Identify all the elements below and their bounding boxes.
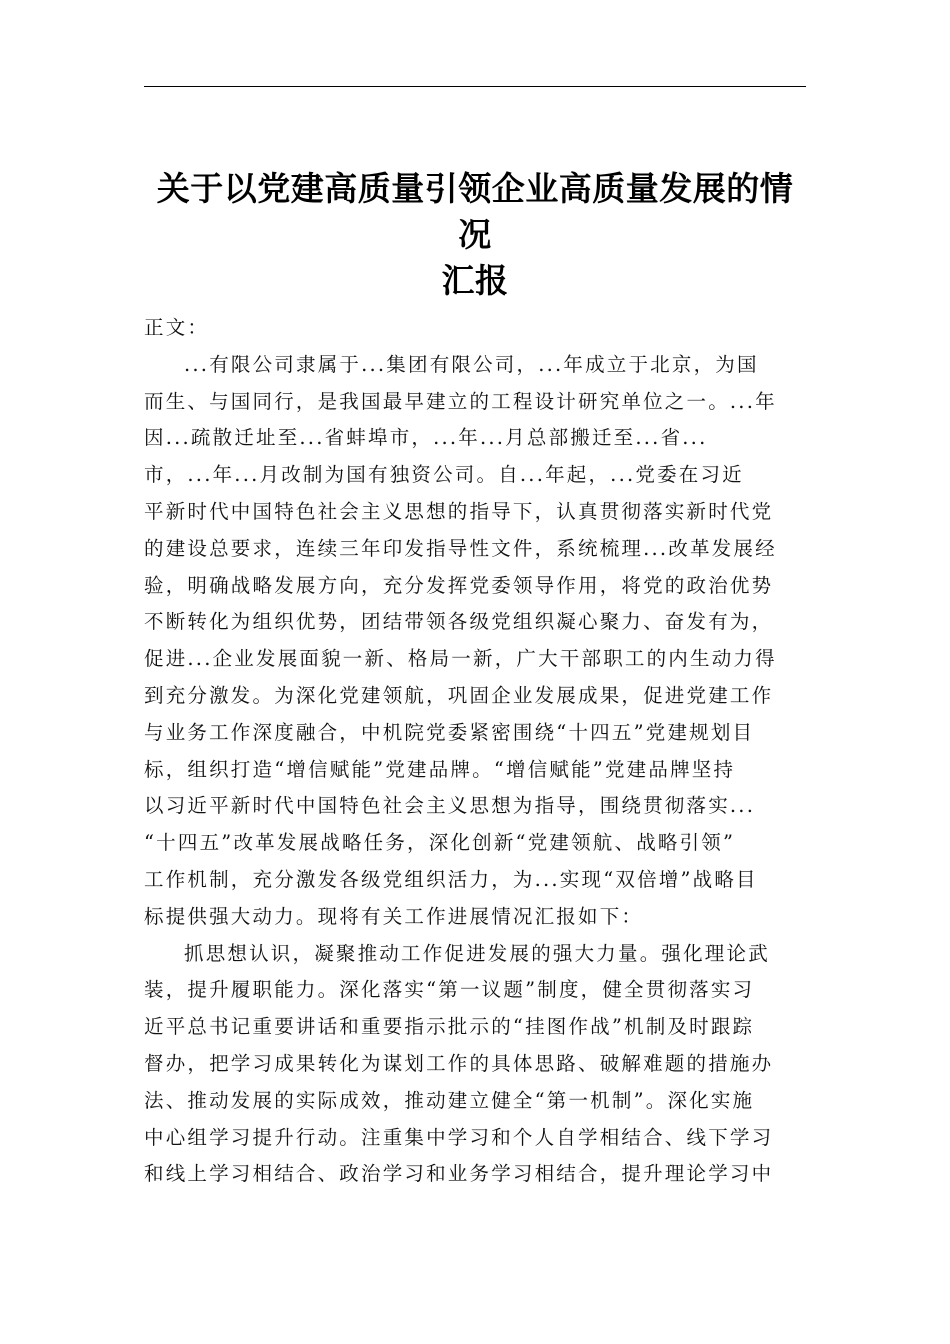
paragraph-line: 而生、与国同行，是我国最早建立的工程设计研究单位之一。...年 [144, 389, 777, 413]
paragraph-line: 以习近平新时代中国特色社会主义思想为指导，围绕贯彻落实... [144, 794, 756, 818]
paragraph-line: 法、推动发展的实际成效，推动建立健全“第一机制”。深化实施 [144, 1088, 755, 1112]
document-body [144, 310, 814, 1193]
paragraph-line: 装，提升履职能力。深化落实“第一议题”制度，健全贯彻落实习 [144, 978, 755, 1002]
paragraph-line: 抓思想认识，凝聚推动工作促进发展的强大力量。强化理论武 [184, 941, 770, 965]
document-title [144, 166, 806, 304]
paragraph [144, 347, 814, 936]
title-line: 关于以党建高质量引领企业高质量发展的情况 [156, 169, 794, 254]
paragraph-line: 不断转化为组织优势，团结带领各级党组织凝心聚力、奋发有为， [144, 610, 774, 634]
paragraph-line: 标提供强大动力。现将有关工作进展情况汇报如下： [144, 904, 644, 928]
paragraph [144, 936, 814, 1194]
paragraph-line: 标，组织打造“增信赋能”党建品牌。“增信赋能”党建品牌坚持 [144, 757, 736, 781]
title-line: 汇报 [441, 261, 509, 300]
body-label: 正文： [144, 316, 210, 339]
paragraph-line: 市，...年...月改制为国有独资公司。自...年起，...党委在习近 [144, 463, 744, 487]
paragraph-line: 的建设总要求，连续三年印发指导性文件，系统梳理...改革发展经 [144, 536, 777, 560]
paragraph-line: 到充分激发。为深化党建领航，巩固企业发展成果，促进党建工作 [144, 683, 774, 707]
paragraph-line: ...有限公司隶属于...集团有限公司，...年成立于北京，为国 [184, 352, 759, 376]
header-rule [144, 86, 806, 87]
paragraph-line: 因...疏散迁址至...省蚌埠市，...年...月总部搬迁至...省... [144, 426, 708, 450]
paragraph-line: 督办，把学习成果转化为谋划工作的具体思路、破解难题的措施办 [144, 1051, 774, 1075]
paragraph-line: “十四五”改革发展战略任务，深化创新“党建领航、战略引领” [144, 831, 736, 855]
paragraph-line: 与业务工作深度融合，中机院党委紧密围绕“十四五”党建规划目 [144, 720, 755, 744]
paragraph-line: 和线上学习相结合、政治学习和业务学习相结合，提升理论学习中 [144, 1162, 774, 1186]
paragraph-line: 平新时代中国特色社会主义思想的指导下，认真贯彻落实新时代党 [144, 499, 774, 523]
paragraph-line: 中心组学习提升行动。注重集中学习和个人自学相结合、线下学习 [144, 1125, 774, 1149]
paragraph-line: 近平总书记重要讲话和重要指示批示的“挂图作战”机制及时跟踪 [144, 1015, 755, 1039]
paragraph-line: 验，明确战略发展方向，充分发挥党委领导作用，将党的政治优势 [144, 573, 774, 597]
paragraph-line: 促进...企业发展面貌一新、格局一新，广大干部职工的内生动力得 [144, 647, 777, 671]
paragraph-line: 工作机制，充分激发各级党组织活力，为...实现“双倍增”战略目 [144, 867, 758, 891]
